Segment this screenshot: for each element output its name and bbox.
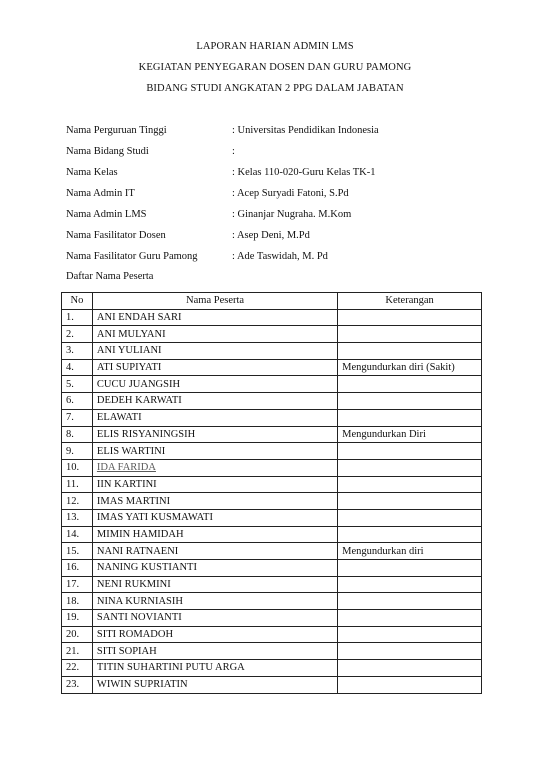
row-number: 14.: [62, 526, 93, 543]
row-number: 18.: [62, 593, 93, 610]
row-number: 7.: [62, 409, 93, 426]
participant-name: ATI SUPIYATI: [92, 359, 337, 376]
row-number: 6.: [62, 393, 93, 410]
table-row: [62, 610, 482, 627]
row-number: 21.: [62, 643, 93, 660]
row-number: 12.: [62, 493, 93, 510]
info-row: [66, 124, 379, 145]
participant-note: Mengundurkan diri: [338, 543, 482, 560]
table-row: [62, 409, 482, 426]
table-row: [62, 560, 482, 577]
participant-note: [338, 610, 482, 627]
info-block: [66, 124, 379, 271]
table-row: [62, 443, 482, 460]
participant-note: [338, 560, 482, 577]
participant-name: DEDEH KARWATI: [92, 393, 337, 410]
info-label: Nama Bidang Studi: [66, 146, 149, 157]
row-number: 4.: [62, 359, 93, 376]
info-value: : Ade Taswidah, M. Pd: [232, 251, 328, 262]
participant-name: IMAS YATI KUSMAWATI: [92, 509, 337, 526]
table-body: [62, 309, 482, 693]
participant-note: [338, 343, 482, 360]
column-header-name: Nama Peserta: [92, 293, 337, 310]
info-value: : Acep Suryadi Fatoni, S.Pd: [232, 188, 349, 199]
info-value: : Kelas 110-020-Guru Kelas TK-1: [232, 167, 376, 178]
table-row: [62, 643, 482, 660]
participant-name: CUCU JUANGSIH: [92, 376, 337, 393]
row-number: 5.: [62, 376, 93, 393]
table-row: [62, 459, 482, 476]
participant-note: [338, 443, 482, 460]
participant-note: Mengundurkan Diri: [338, 426, 482, 443]
info-label: Nama Admin LMS: [66, 209, 147, 220]
column-header-note: Keterangan: [338, 293, 482, 310]
row-number: 11.: [62, 476, 93, 493]
participant-note: Mengundurkan diri (Sakit): [338, 359, 482, 376]
info-label: Nama Fasilitator Dosen: [66, 230, 166, 241]
participant-table: [61, 292, 482, 694]
participant-note: [338, 593, 482, 610]
participant-note: [338, 309, 482, 326]
row-number: 15.: [62, 543, 93, 560]
table-row: [62, 626, 482, 643]
participant-list-caption: Daftar Nama Peserta: [66, 271, 154, 282]
table-row: [62, 593, 482, 610]
table-row: [62, 526, 482, 543]
participant-name: NANING KUSTIANTI: [92, 560, 337, 577]
table-row: [62, 660, 482, 677]
participant-name: SITI ROMADOH: [92, 626, 337, 643]
row-number: 17.: [62, 576, 93, 593]
row-number: 13.: [62, 509, 93, 526]
participant-name: MIMIN HAMIDAH: [92, 526, 337, 543]
row-number: 10.: [62, 459, 93, 476]
info-label: Nama Kelas: [66, 167, 118, 178]
row-number: 20.: [62, 626, 93, 643]
participant-note: [338, 326, 482, 343]
report-subtitle-2: BIDANG STUDI ANGKATAN 2 PPG DALAM JABATAN: [146, 83, 404, 94]
participant-note: [338, 476, 482, 493]
participant-name: ELIS RISYANINGSIH: [92, 426, 337, 443]
table-row: [62, 359, 482, 376]
info-value: : Universitas Pendidikan Indonesia: [232, 125, 379, 136]
row-number: 16.: [62, 560, 93, 577]
table-row: [62, 376, 482, 393]
participant-name: ANI MULYANI: [92, 326, 337, 343]
row-number: 1.: [62, 309, 93, 326]
table-row: [62, 343, 482, 360]
table-row: [62, 326, 482, 343]
table-row: [62, 393, 482, 410]
participant-name[interactable]: IDA FARIDA: [92, 459, 337, 476]
table-row: [62, 543, 482, 560]
participant-note: [338, 493, 482, 510]
participant-name: WIWIN SUPRIATIN: [92, 676, 337, 693]
info-row: [66, 166, 379, 187]
row-number: 22.: [62, 660, 93, 677]
participant-name: ELAWATI: [92, 409, 337, 426]
table-row: [62, 576, 482, 593]
table-header-row: [62, 293, 482, 310]
participant-name: ANI YULIANI: [92, 343, 337, 360]
info-label: Nama Fasilitator Guru Pamong: [66, 251, 198, 262]
row-number: 3.: [62, 343, 93, 360]
info-row: [66, 250, 379, 271]
row-number: 9.: [62, 443, 93, 460]
participant-name: TITIN SUHARTINI PUTU ARGA: [92, 660, 337, 677]
info-row: [66, 208, 379, 229]
table-row: [62, 426, 482, 443]
report-title: LAPORAN HARIAN ADMIN LMS: [196, 41, 354, 52]
participant-note: [338, 509, 482, 526]
participant-name: NENI RUKMINI: [92, 576, 337, 593]
participant-note: [338, 576, 482, 593]
participant-note: [338, 409, 482, 426]
participant-note: [338, 676, 482, 693]
column-header-no: No: [62, 293, 93, 310]
participant-name: NANI RATNAENI: [92, 543, 337, 560]
participant-name: ELIS WARTINI: [92, 443, 337, 460]
participant-name: NINA KURNIASIH: [92, 593, 337, 610]
table-row: [62, 676, 482, 693]
table-row: [62, 493, 482, 510]
participant-name: IIN KARTINI: [92, 476, 337, 493]
info-label: Nama Admin IT: [66, 188, 135, 199]
info-value: :: [232, 146, 235, 157]
participant-note: [338, 643, 482, 660]
info-value: : Ginanjar Nugraha. M.Kom: [232, 209, 352, 220]
participant-note: [338, 393, 482, 410]
info-value: : Asep Deni, M.Pd: [232, 230, 310, 241]
info-row: [66, 187, 379, 208]
row-number: 19.: [62, 610, 93, 627]
row-number: 8.: [62, 426, 93, 443]
row-number: 23.: [62, 676, 93, 693]
participant-name: SANTI NOVIANTI: [92, 610, 337, 627]
info-label: Nama Perguruan Tinggi: [66, 125, 167, 136]
row-number: 2.: [62, 326, 93, 343]
participant-name: IMAS MARTINI: [92, 493, 337, 510]
participant-note: [338, 376, 482, 393]
participant-note: [338, 526, 482, 543]
report-subtitle: KEGIATAN PENYEGARAN DOSEN DAN GURU PAMONG: [138, 62, 412, 73]
info-row: [66, 229, 379, 250]
participant-note: [338, 459, 482, 476]
table-row: [62, 476, 482, 493]
participant-name: ANI ENDAH SARI: [92, 309, 337, 326]
participant-name: SITI SOPIAH: [92, 643, 337, 660]
participant-note: [338, 660, 482, 677]
table-row: [62, 509, 482, 526]
info-row: [66, 145, 379, 166]
participant-note: [338, 626, 482, 643]
table-row: [62, 309, 482, 326]
